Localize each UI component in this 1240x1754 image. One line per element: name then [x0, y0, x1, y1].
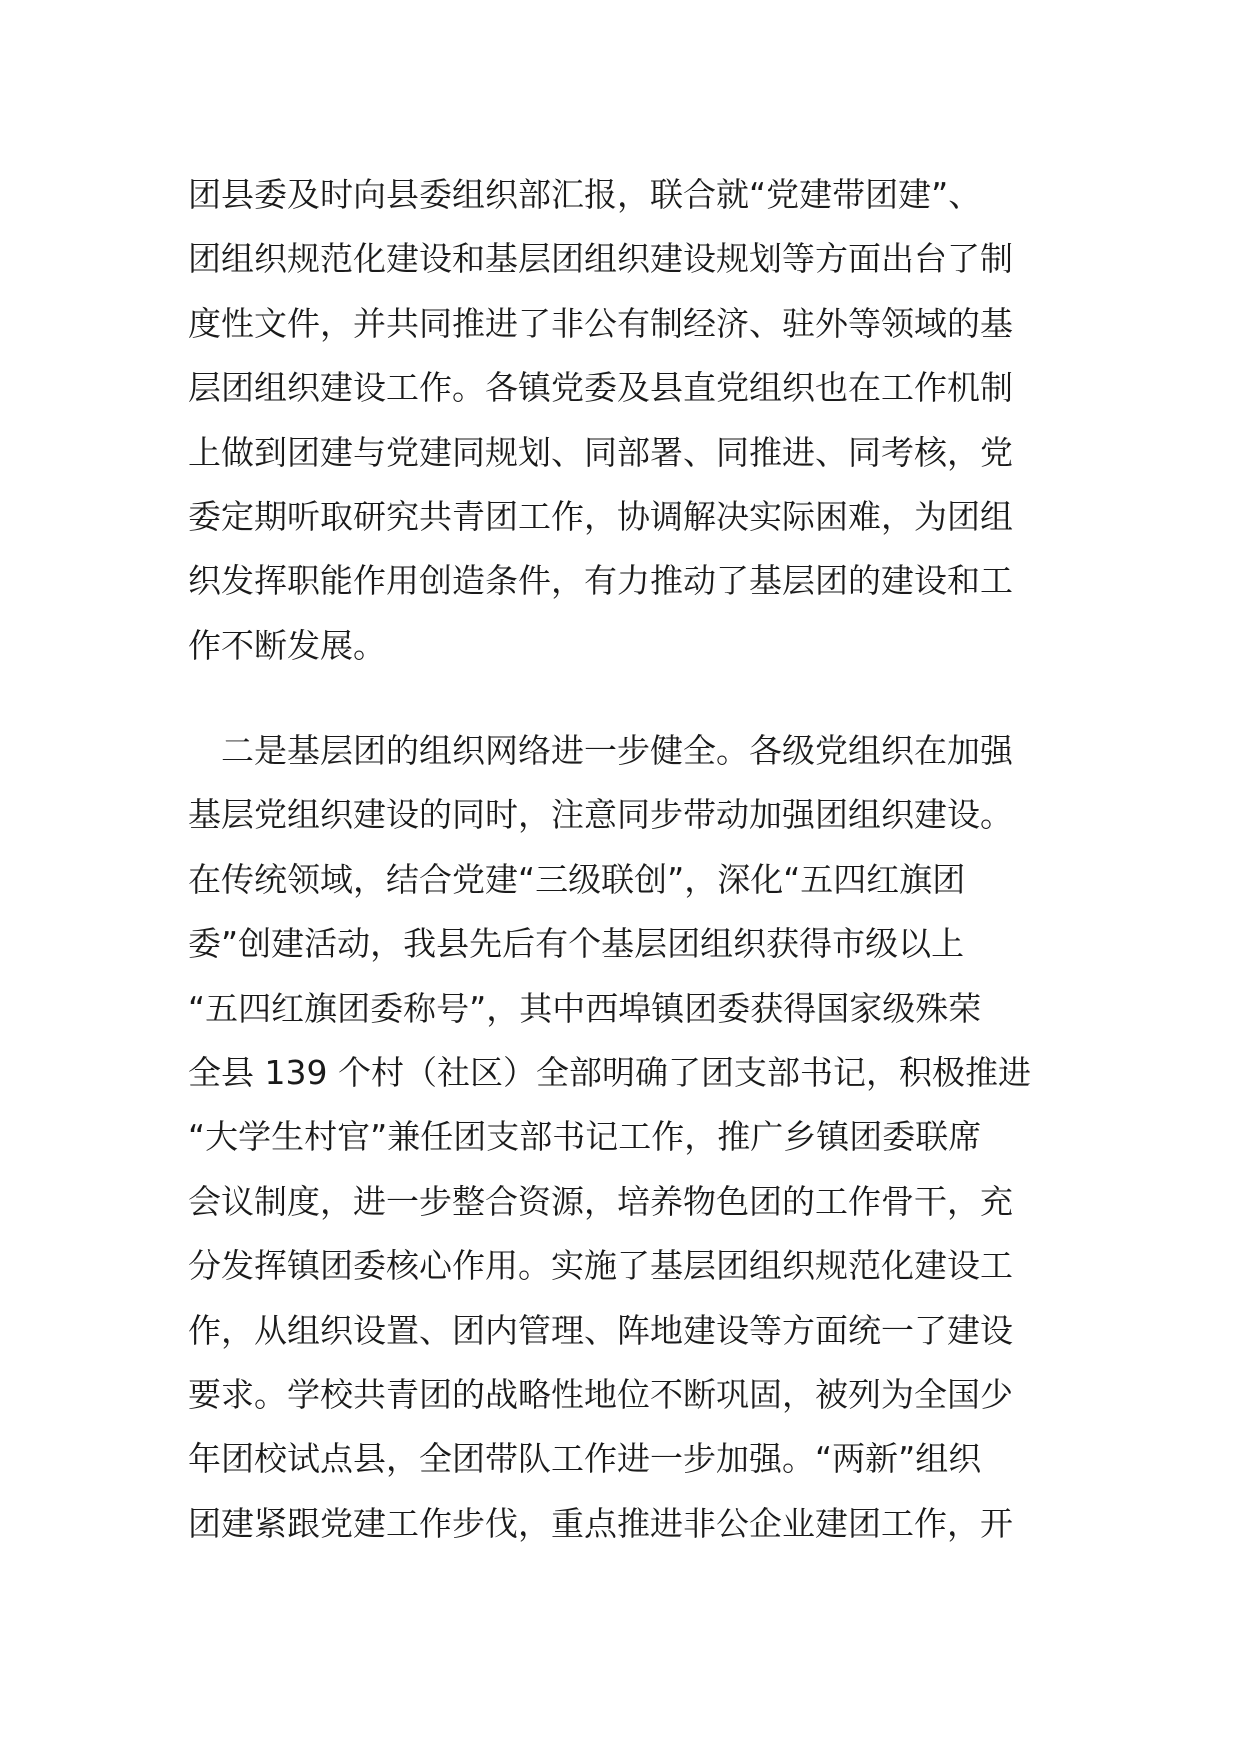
- paragraph-line: 分发挥镇团委核心作用。实施了基层团组织规范化建设工: [188, 1246, 1013, 1286]
- paragraph-line: 团组织规范化建设和基层团组织建设规划等方面出台了制: [188, 239, 1013, 279]
- paragraph-line: 基层党组织建设的同时，注意同步带动加强团组织建设。: [188, 795, 1013, 835]
- paragraph-line: 年团校试点县，全团带队工作进一步加强。“两新”组织: [188, 1439, 982, 1479]
- paragraph-line: 作不断发展。: [188, 625, 386, 665]
- paragraph-line: 上做到团建与党建同规划、同部署、同推进、同考核，党: [188, 432, 1013, 472]
- paragraph-line: 二是基层团的组织网络进一步健全。各级党组织在加强: [188, 731, 1013, 770]
- paragraph-line: 团县委及时向县委组织部汇报，联合就“党建带团建”、: [188, 175, 982, 214]
- paragraph-line: 全县 139 个村（社区）全部明确了团支部书记，积极推进: [188, 1052, 1031, 1092]
- paragraph-line: 要求。学校共青团的战略性地位不断巩固，被列为全国少: [188, 1374, 1013, 1414]
- paragraph-line: 作，从组织设置、团内管理、阵地建设等方面统一了建设: [188, 1310, 1013, 1350]
- paragraph-line: 在传统领域，结合党建“三级联创”，深化“五四红旗团: [188, 859, 966, 899]
- paragraph-line: 织发挥职能作用创造条件，有力推动了基层团的建设和工: [188, 561, 1013, 601]
- paragraph-line: 团建紧跟党建工作步伐，重点推进非公企业建团工作，开: [188, 1503, 1013, 1543]
- paragraph-line: 度性文件，并共同推进了非公有制经济、驻外等领域的基: [188, 303, 1013, 343]
- paragraph-2: [188, 719, 1068, 1556]
- paragraph-line: 委”创建活动，我县先后有个基层团组织获得市级以上: [188, 924, 965, 964]
- paragraph-line: 会议制度，进一步整合资源，培养物色团的工作骨干，充: [188, 1181, 1013, 1221]
- paragraph-line: “大学生村官”兼任团支部书记工作，推广乡镇团委联席: [188, 1117, 982, 1157]
- paragraph-line: 委定期听取研究共青团工作，协调解决实际困难，为团组: [188, 496, 1013, 536]
- paragraph-line: 层团组织建设工作。各镇党委及县直党组织也在工作机制: [188, 368, 1013, 408]
- paragraph-1: [188, 163, 1068, 678]
- paragraph-line: “五四红旗团委称号”，其中西埠镇团委获得国家级殊荣: [188, 988, 982, 1028]
